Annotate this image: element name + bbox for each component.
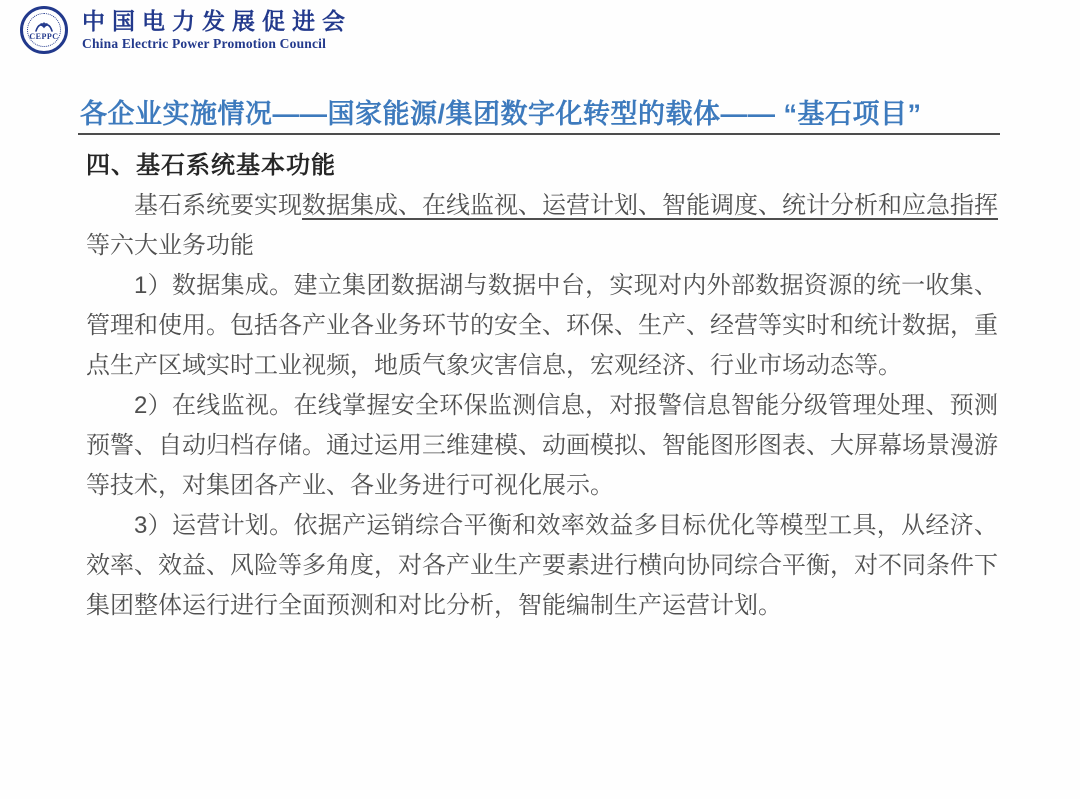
page-title: 各企业实施情况——国家能源/集团数字化转型的载体—— “基石项目”	[80, 99, 922, 129]
org-wordmark	[82, 8, 352, 51]
paragraph-data-integration: 1）数据集成。建立集团数据湖与数据中台，实现对内外部数据资源的统一收集、管理和使用。包括各产业各业务环节的安全、环保、生产、经营等实时和统计数据，重点生产区域实时工业视频，地质气象灾害信息，宏观经济、行业市场动态等。	[86, 272, 998, 379]
intro-underlined-functions: 数据集成、在线监视、运营计划、智能调度、统计分析和应急指挥	[302, 192, 998, 219]
intro-prefix: 基石系统要实现	[134, 192, 302, 219]
paragraph-online-monitoring: 2）在线监视。在线掌握安全环保监测信息，对报警信息智能分级管理处理、预测预警、自动归档存储。通过运用三维建模、动画模拟、智能图形图表、大屏幕场景漫游等技术，对集团各产业、各业务进行可视化展示。	[86, 392, 998, 499]
intro-suffix: 等六大业务功能	[86, 232, 254, 259]
logo-badge-text: CEPPC	[29, 32, 59, 41]
logo-inner-ring	[27, 13, 61, 47]
title-divider	[78, 133, 1000, 135]
org-name-zh: 中国电力发展促进会	[82, 8, 352, 35]
section-heading: 四、基石系统基本功能	[86, 152, 336, 179]
org-name-en: China Electric Power Promotion Council	[82, 35, 327, 51]
ceppc-logo-icon	[20, 6, 68, 54]
intro-paragraph	[86, 186, 998, 266]
slide-body	[86, 146, 998, 626]
header	[20, 6, 352, 54]
paragraph-operation-planning: 3）运营计划。依据产运销综合平衡和效率效益多目标优化等模型工具，从经济、效率、效益、风险等多角度，对各产业生产要素进行横向协同综合平衡，对不同条件下集团整体运行进行全面预测和对比分析，智能编制生产运营计划。	[86, 512, 998, 619]
